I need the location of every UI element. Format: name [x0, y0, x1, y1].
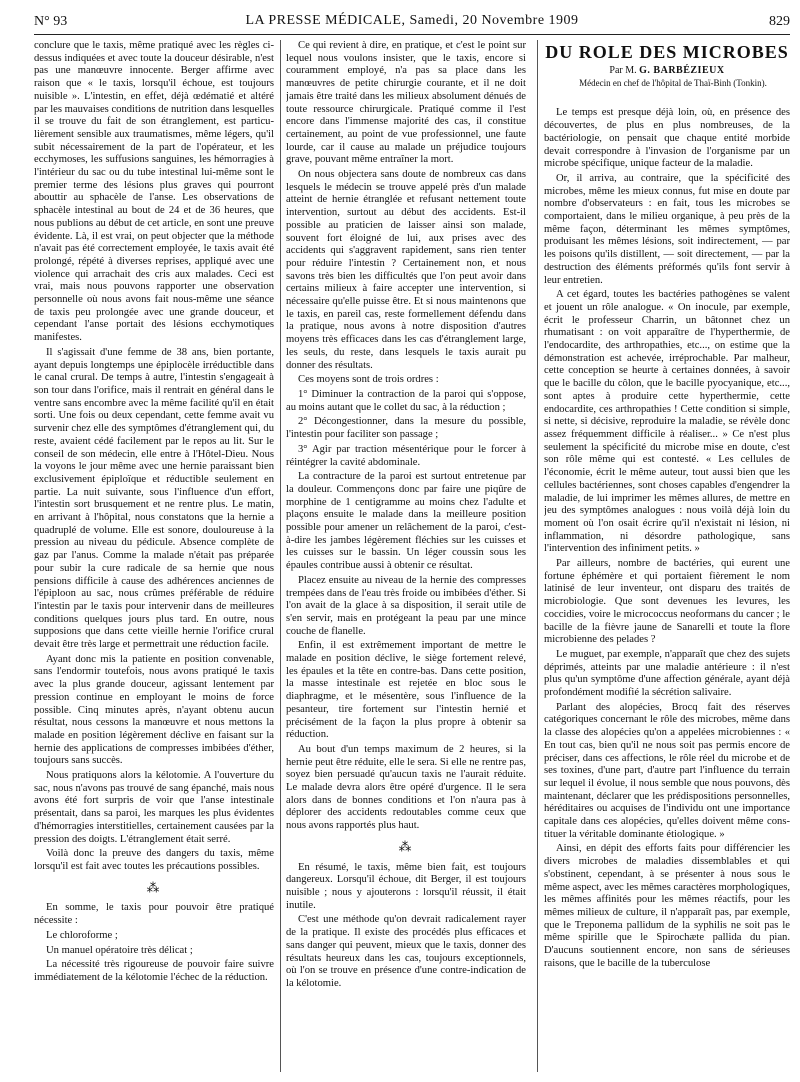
list-item: Le chloroforme ; [46, 929, 118, 941]
paragraph: Au bout d'un temps maximum de 2 heures, si la hernie peut être réduite, elle le sera. Si elle ne rentre pas, soyez bien persuadé qu'aucun taxis ne l'aurait réduite. Le malade devra alors être opéré d'urgence. Il le sera alors dans de bonnes conditions et l'on n'aura pas à déplorer des accidents redoutables comme ceux que nous avons rapportés plus haut. [286, 743, 526, 832]
requirements-list [34, 930, 274, 985]
paragraph: Voilà donc la preuve des dangers du taxis, même lorsqu'il est fait avec toutes les précautions possibles. [34, 848, 274, 872]
text-columns [34, 40, 790, 1072]
author-name: G. BARBÉZIEUX [639, 64, 725, 76]
page-number: 829 [769, 14, 790, 29]
paragraph: Or, il arriva, au contraire, que la spécificité des microbes, même les mieux connus, fut mise en doute par nombre d'observateurs : en fait, tous les microbes se comportaient, dans le milieu organique, à peu près de la même façon, déterminant les mêmes symptômes, produisant les mêmes lésions, soit indirectement, — par les poisons qu'ils distillent, — soit directement, — par la destruction des éléments préformés qu'ils font servir à leur entretien. [544, 172, 790, 286]
paragraph: Le muguet, par exemple, n'apparaît que chez des sujets déprimés, atteints par une maladie antérieure : il n'est plus qu'un symptôme d'une affection générale, ayant déjà profondément modifié la sécrétion salivaire. [544, 648, 790, 699]
paragraph: Par ailleurs, nombre de bactéries, qui eurent une fortune éphémère et qui portaient fièrement le nom latinisé de leur inventeur, ont disparu des traités de microbiologie. Que sont devenues les levures, les coccidies, voire le micrococcus neoformans du cancer ; le bacille de la fièvre jaune de Sanarelli et toute la flore microbienne des pelades ? [544, 558, 790, 646]
author-affiliation: Médecin en chef de l'hôpital de Thaï-Binh (Tonkin). [579, 78, 767, 89]
paragraph: Parlant des alopécies, Brocq fait des réserves catégoriques concernant le rôle des microbes, même dans la classe des alopécies qu'on a appelées microbiennes : « En tout cas, bien qu'il ne nous soit pas permis encore de préciser, dans ces affections, le rôle réel du microbe et de ses toxines, d'une part, d'autre part l'influence du terrain sur lequel il évolue, il nous semble que nous pouvons, dès maintenant, déclarer que les prédispositions personnelles, héréditaires ou acquises de l'individu ont une importance capitale dans ces alopécies, qu'elles doivent même constituer la véritable dominante étiologique. » [544, 701, 790, 840]
paragraph: Ayant donc mis la patiente en position convenable, sans l'endormir toutefois, nous avons pratiqué le taxis avec la plus grande douceur, agissant lentement par pression continue en employant le moins de force possible. Cinq minutes après, n'ayant obtenu aucun résultat, nous cessons la manœuvre et nous mettons la malade en position légèrement déclive en faisant sur la hernie des applications de compresses imbibées d'éther, toujours sans succès. [34, 653, 274, 767]
paragraph: Ce qui revient à dire, en pratique, et c'est le point sur lequel nous voulons insister, que le taxis, encore si couramment employé, n'a pas sa place dans les manœuvres de petite chirurgie courante, et il ne doit jamais être traité dans les milieux absolument dénués de toute ressource chirurgicale. Pratiqué comme il l'est encore dans l'immense majorité des cas, il constitue certainement, au point de vue professionnel, une faute lourde, car il cause au malade un préjudice toujours grave, pouvant même entraîner la mort. [286, 40, 526, 166]
list-item: 1° Diminuer la contraction de la paroi qui s'oppose, au moins autant que le collet du sac, à la réduction ; [286, 388, 526, 413]
journal-page [34, 12, 790, 1072]
list-item: 2° Décongestionner, dans la mesure du possible, l'intestin pour faciliter son passage ; [286, 416, 526, 441]
paragraph: A cet égard, toutes les bactéries pathogènes se valent et jouent un rôle analogue. « On inocule, par exemple, écrit le professeur Charrin, un bâtonnet chez un rhumatisant : on voit apparaître de l'hyperthermie, de l'endocardite, des arthropathies, etc..., on estime que la démonstration est achevée, irréprochable. Par malheur, cette conception se heurte à certaines données, à savoir que le bacille du côlon, que le bacille pyocyanique, etc..., sont aptes à produire cette hyperthermie, cette endocardite, ces arthropathies ! Cette condition si simple, si nette, si décisive, reproduire la maladie, se révèle donc assez fréquemment difficile à réaliser... » Ce n'est plus seulement la spécificité du microbe mise en doute, c'est son rôle même qui est contesté. « Les cellules de l'économie, écrit le même auteur, tout aussi bien que les cellules bactériennes, sont choses capables d'engendrer la maladie, de lui imprimer les mêmes allures, de mettre en jeu des symptômes analogues : nous voilà déjà loin du moment où l'on osait écrire qu'il n'existait ni lésion, ni inflammation, ni désordre pathologique, sans l'intervention des infiniment petits. » [544, 289, 790, 555]
paragraph: Nous pratiquons alors la kélotomie. A l'ouverture du sac, nous n'avons pas trouvé de sang épanché, mais nous avons été fort surpris de voir que l'anse intestinale présentait, dans sa paroi, les marques les plus évidentes d'hémorragies interstitielles, certainement causées par la pression des doigts. L'étranglement était serré. [34, 770, 274, 845]
section-break-asterism: ⁂ [398, 838, 414, 854]
paragraph: En somme, le taxis pour pouvoir être pratiqué nécessite : [34, 902, 274, 927]
paragraph: C'est une méthode qu'on devrait radicalement rayer de la pratique. Il existe des procédés plus efficaces et sans danger qui peuvent, mieux que le taxis, donner des résultats heureux dans les cas, toujours exceptionnels, où l'on se trouve en présence d'une contre-indication de la kélotomie. [286, 914, 526, 989]
running-header [34, 12, 790, 35]
list-item: 3° Agir par traction mésentérique pour le forcer à réintégrer la cavité abdominale. [286, 443, 526, 468]
means-list [286, 389, 526, 469]
section-break-asterism: ⁂ [146, 879, 162, 895]
paragraph: Il s'agissait d'une femme de 38 ans, bien portante, ayant depuis longtemps une épiplocèle irréductible dans le canal crural. De temps à autre, l'intestin s'engageait à son tour dans l'orifice, mais il rentrait en général dans le ventre sans encombre avec la même facilité qu'il en était sorti. Une fois ou deux cependant, cette femme avait vu survenir chez elle des symptômes d'étranglement qui, du reste, avaient cédé facilement par le repos au lit. Sur le conseil de son médecin, elle entre à l'Hôtel-Dieu. Nous la voyons le jour même avec une hernie paraissant bien exclusivement épiploïque et réductible seulement en partie. La nuit suivante, sous l'influence d'un effort, l'intestin sort brusquement et ne rentre plus. Le matin, en arrivant à l'hôpital, nous constatons que la hernie a quadruplé de volume. Elle est sonore, douloureuse à la pression au niveau du pédicule. Absence complète de gaz par l'anus. Comme la malade n'était pas préparée pour subir la cure radicale de sa hernie que nous pensions difficile à cause des adhérences anciennes de l'épiploon au sac, nous crûmes préférable de réduire l'intestin par le taxis pour intervenir dans de meilleures conditions quelques jours plus tard. En outre, nous supposions que dans cette vieille hernie l'orifice crural devait être très large et permettrait une réduction facile. [34, 346, 274, 651]
paragraph: La contracture de la paroi est surtout entretenue par la douleur. Commençons donc par faire une piqûre de morphine de 1 centigramme au moins chez l'adulte et plaçons ensuite le malade dans la meilleure position possible pour amener un relâchement de la paroi, c'est-à-dire les jambes légèrement fléchies sur les cuisses et les cuisses sur le bassin. Un léger coussin sous les épaules contribue aussi à obtenir ce résultat. [286, 471, 526, 572]
list-item: Un manuel opératoire très délicat ; [46, 944, 193, 956]
paragraph: conclure que le taxis, même pratiqué avec les règles ci-dessus indiquées et avec toute la douceur désirable, n'est pas une manœuvre innocente. Berger affirme avec raison que « le taxis, lorsqu'il échoue, est toujours nuisible ». L'intestin, en effet, déjà œdématié et altéré par les mauvaises conditions de nutrition dans lesquelles il se trouve du fait de son étranglement, est particulièrement sensible aux traumatismes, même légers, qu'il subit nécessairement de la part de l'opérateur, et les ecchymoses, les suffusions sanguines, les hémorragies à l'intérieur du sac ou du tube intestinal lui-même sont le premier terme des lésions plus graves qui pourront abouttir au sphacèle de l'anse. Les observations de sphacèle intestinal au bout de 24 et de 36 heures, que nous publions au début de cet article, en sont une preuve évidente. Là, il est vrai, on peut objecter que la méthode n'avait pas été correctement employée, le taxis avait été prolongé, répété à diverses reprises, appliqué avec une violence qui arrachait des cris aux malades. Ceci est vrai, mais nous pouvons rapporter une observation personnelle où nous avons fait nous-même une séance de taxis peu prolongée avec une grande douceur, et cependant l'anse portait des lésions ecchymotiques manifestes. [34, 40, 274, 344]
article-byline [544, 65, 790, 78]
paragraph: Ainsi, en dépit des efforts faits pour différencier les divers microbes de maladies dissemblables et qui s'obstinent, cependant, à se présenter à nous sous le même aspect, avec les mêmes caractères morphologiques, les mêmes affinités pour les mêmes réactifs, pour les mêmes milieux de culture, il n'apparaît pas, par exemple, que le Treponema pallidum de la syphilis ne soit pas le même spirille que le Spirochæte pallida du pian. D'aucuns soutiennent encore, non sans de sérieuses raisons, que le bacille de la tuberculose [544, 843, 790, 969]
column-middle [286, 40, 526, 1072]
column-left [34, 40, 274, 1072]
paragraph: En résumé, le taxis, même bien fait, est toujours dangereux. Lorsqu'il échoue, dit Berger, il est toujours nuisible ; nous y ajouterons : lorsqu'il réussit, il était inutile. [286, 861, 526, 911]
article-title: DU ROLE DES MICROBES [545, 42, 789, 62]
journal-title-date: LA PRESSE MÉDICALE, Samedi, 20 Novembre 1909 [245, 13, 579, 28]
paragraph: On nous objectera sans doute de nombreux cas dans lesquels le médecin se trouve appelé près d'un malade atteint de hernie étranglée et refusant nettement toute intervention, surtout au début des accidents. Est-il possible au praticien de laisser ainsi son malade, souvent fort éloigné de lui, aux prises avec des accidents qui s'aggravent rapidement, sans rien tenter pour réduire l'intestin ? Certainement non, et nous savons très bien les difficultés que l'on peut avoir dans certains milieux à faire accepter une intervention, si nécessaire qu'elle puisse être. Et si nous maintenons que le taxis, en pareil cas, reste formellement défendu dans la pratique, nous avons à notre disposition d'autres moyens très efficaces dans les cas d'étranglement large, les seuls, du reste, dans lesquels le taxis aurait pu donner des résultats. [286, 169, 526, 371]
paragraph: Le temps est presque déjà loin, où, en présence des découvertes, de plus en plus nombreuses, de la bactériologie, on pensait que chaque entité morbide devait correspondre à l'invasion de l'organisme par un microbe spécifique, unique facteur de la maladie. [544, 107, 790, 170]
paragraph: Ces moyens sont de trois ordres : [298, 374, 439, 386]
paragraph: Placez ensuite au niveau de la hernie des compresses trempées dans de l'eau très froide ou imbibées d'éther. Si l'on avait de la glace à sa disposition, il serait utile de s'en servir, mais en protégeant la peau par une mince couche de flanelle. [286, 574, 526, 637]
byline-prefix: Par M. [609, 64, 637, 76]
paragraph: Enfin, il est extrêmement important de mettre le malade en position déclive, le siège fortement relevé, les épaules et la tête en contre-bas. Dans cette position, la masse intestinale est rejetée en bloc sous le diaphragme, et le mésentère, sous l'influence de la pesanteur, tire fortement sur l'intestin hernié et précisément de la façon la plus propre à obtenir sa réduction. [286, 640, 526, 741]
issue-number: N° 93 [34, 14, 68, 29]
column-right [544, 40, 790, 1072]
list-item: La nécessité très rigoureuse de pouvoir faire suivre immédiatement de la kélotomie l'échec de la réduction. [34, 959, 274, 983]
